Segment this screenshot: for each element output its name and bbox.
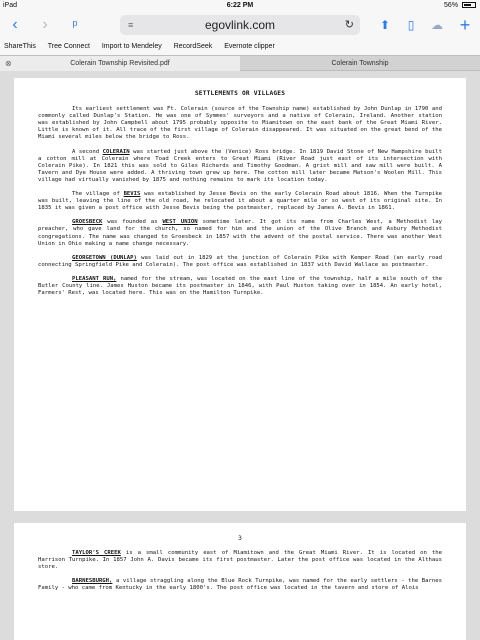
place-name: PLEASANT RUN,	[72, 275, 117, 282]
text-fragment: was laid out in 1829 at the junction of Colerain Pike with Kemper Road (an early road connecting Springfield Pike and Colerain). The post office was established in 1837 with David Wallace as postmaster.	[38, 254, 442, 268]
bookmark-tree-connect[interactable]: Tree Connect	[47, 43, 90, 50]
bookmark-evernote-clipper[interactable]: Evernote clipper	[224, 43, 275, 50]
share-icon[interactable]: ⬆	[379, 18, 391, 32]
bookmarks-book-icon[interactable]: ᵖ	[72, 17, 78, 32]
tab-colerain-township[interactable]	[240, 56, 480, 71]
paragraph-barnesburgh	[38, 578, 442, 592]
pdf-page-3	[14, 523, 466, 640]
battery-percent: 56%	[444, 2, 459, 9]
back-chevron-icon[interactable]: ‹	[12, 16, 18, 33]
place-name: GROESBECK	[72, 219, 103, 226]
icloud-tabs-icon[interactable]: ☁	[431, 18, 443, 32]
device-label: iPad	[3, 2, 18, 9]
url-text: egovlink.com	[204, 18, 276, 32]
paragraph-georgetown	[38, 255, 442, 269]
tab-active-pdf[interactable]	[0, 56, 240, 71]
paragraph-groesbeck	[38, 219, 442, 247]
place-name: COLERAIN	[102, 148, 130, 155]
text-fragment: The village of	[72, 191, 124, 198]
text-fragment: a village straggling along the Blue Rock Turnpike, was named for the early settlers - the Barnes Family - who came from Kentucky in the early 1800's. The post office was located in the tavern and store of Alois	[38, 578, 442, 592]
tab-other-title: Colerain Township	[331, 60, 389, 67]
place-name: BARNESBURGH,	[72, 578, 113, 585]
bookmark-import-to-mendeley[interactable]: Import to Mendeley	[101, 43, 162, 50]
text-fragment: is a small community east of Miamitown and the Great Miami River. It is located on the Harrison Turnpike. In 1857 John A. Davis became its first postmaster. Later the post office was located in the Althaus store.	[38, 550, 442, 571]
battery-icon	[462, 2, 476, 8]
forward-chevron-icon[interactable]: ›	[42, 16, 48, 33]
text-fragment: was started just above the (Venice) Ross bridge. In 1819 David Stone of New Hampshire built a cotton mill at Colerain where Toad Creek enters to Great Miami (River Road just east of its intersection with Colerain Pike). In 1821 this was sold to Giles Richards and Timothy Goodman. A grist mill and saw mill were built. A Tavern and Dye House were added. A thriving town grew up here. The cotton mill later became Matson's Woolen Mill. This village had virtually vanished by 1875 and nothing remains to mark its location today.	[38, 148, 442, 183]
address-bar[interactable]	[120, 15, 360, 35]
paragraph-pleasant-run	[38, 276, 442, 297]
text-fragment: named for the stream, was located on the east line of the township, half a mile south of the Butler County line. James Huston became its postmaster in 1846, with Paul Huston taking over in 1854. An early hotel, Farmers' Rest, was located here. This was on the Hamilton Turnpike.	[38, 275, 443, 297]
reading-list-icon[interactable]: ▯	[407, 18, 415, 32]
text-fragment: was established by Jesse Bevis on the early Colerain Road about 1816. When the Turnpike was built, leaving the line of the old road, he relocated it about a quarter mile or so west of its original site. In 1835 it was given a post office with Jesse Bevis being the postmaster, replaced by James A. Bevis in 1861.	[38, 191, 442, 212]
navigation-bar	[0, 12, 480, 38]
tab-strip	[0, 55, 480, 71]
reload-icon[interactable]: ↻	[344, 19, 354, 31]
text-fragment: was founded as	[102, 219, 163, 226]
page-number: 3	[238, 534, 242, 542]
reader-lines-icon[interactable]: ≡	[128, 20, 134, 30]
tab-active-title: Colerain Township Revisited.pdf	[70, 60, 170, 67]
paragraph-ft-colerain: Its earliest settlement was Ft. Colerain (source of the Township name) established by John Dunlap in 1790 and commonly called Dunlap's Station. He was one of Symmes' surveyors and a native of Colerain, Ireland. Another station was established by John Campbell about 1795 probably opposite to Miamitown on the east bank of the Great Miami River. Little is known of it. All trace of the first village of Colerain disappeared. It was situated on the great bend of the Miami several miles below the bridge to Ross.	[38, 106, 442, 141]
place-name: BEVIS	[123, 191, 141, 198]
place-name: WEST UNION	[162, 219, 198, 226]
bookmarks-bar	[0, 38, 480, 55]
paragraph-colerain	[38, 149, 442, 184]
battery-indicator	[444, 2, 476, 9]
bookmark-sharethis[interactable]: ShareThis	[4, 43, 36, 50]
paragraph-taylors-creek	[38, 550, 442, 571]
status-bar	[0, 0, 480, 12]
page-heading: SETTLEMENTS OR VILLAGES	[194, 90, 286, 97]
place-name: GEORGETOWN (DUNLAP)	[72, 254, 137, 261]
pdf-page-2	[14, 78, 466, 511]
close-icon[interactable]: ⊗	[5, 59, 12, 68]
place-name: TAYLOR'S CREEK	[72, 550, 121, 557]
text-fragment: A second	[72, 148, 103, 155]
bookmark-recordseek[interactable]: RecordSeek	[173, 43, 213, 50]
clock: 6:22 PM	[226, 2, 254, 9]
paragraph-bevis	[38, 191, 442, 212]
new-tab-plus-icon[interactable]: +	[459, 15, 471, 35]
text-fragment: sometime later. It got its name from Charles West, a Methodist lay preacher, who gave land for the church, so named for him and the union of the Olive Branch and Asbury Methodist congregations. The name was changed to Groesbeck in 1857 with the advent of the postal service. There was another West Union in Ohio making a name change necessary.	[38, 219, 442, 247]
